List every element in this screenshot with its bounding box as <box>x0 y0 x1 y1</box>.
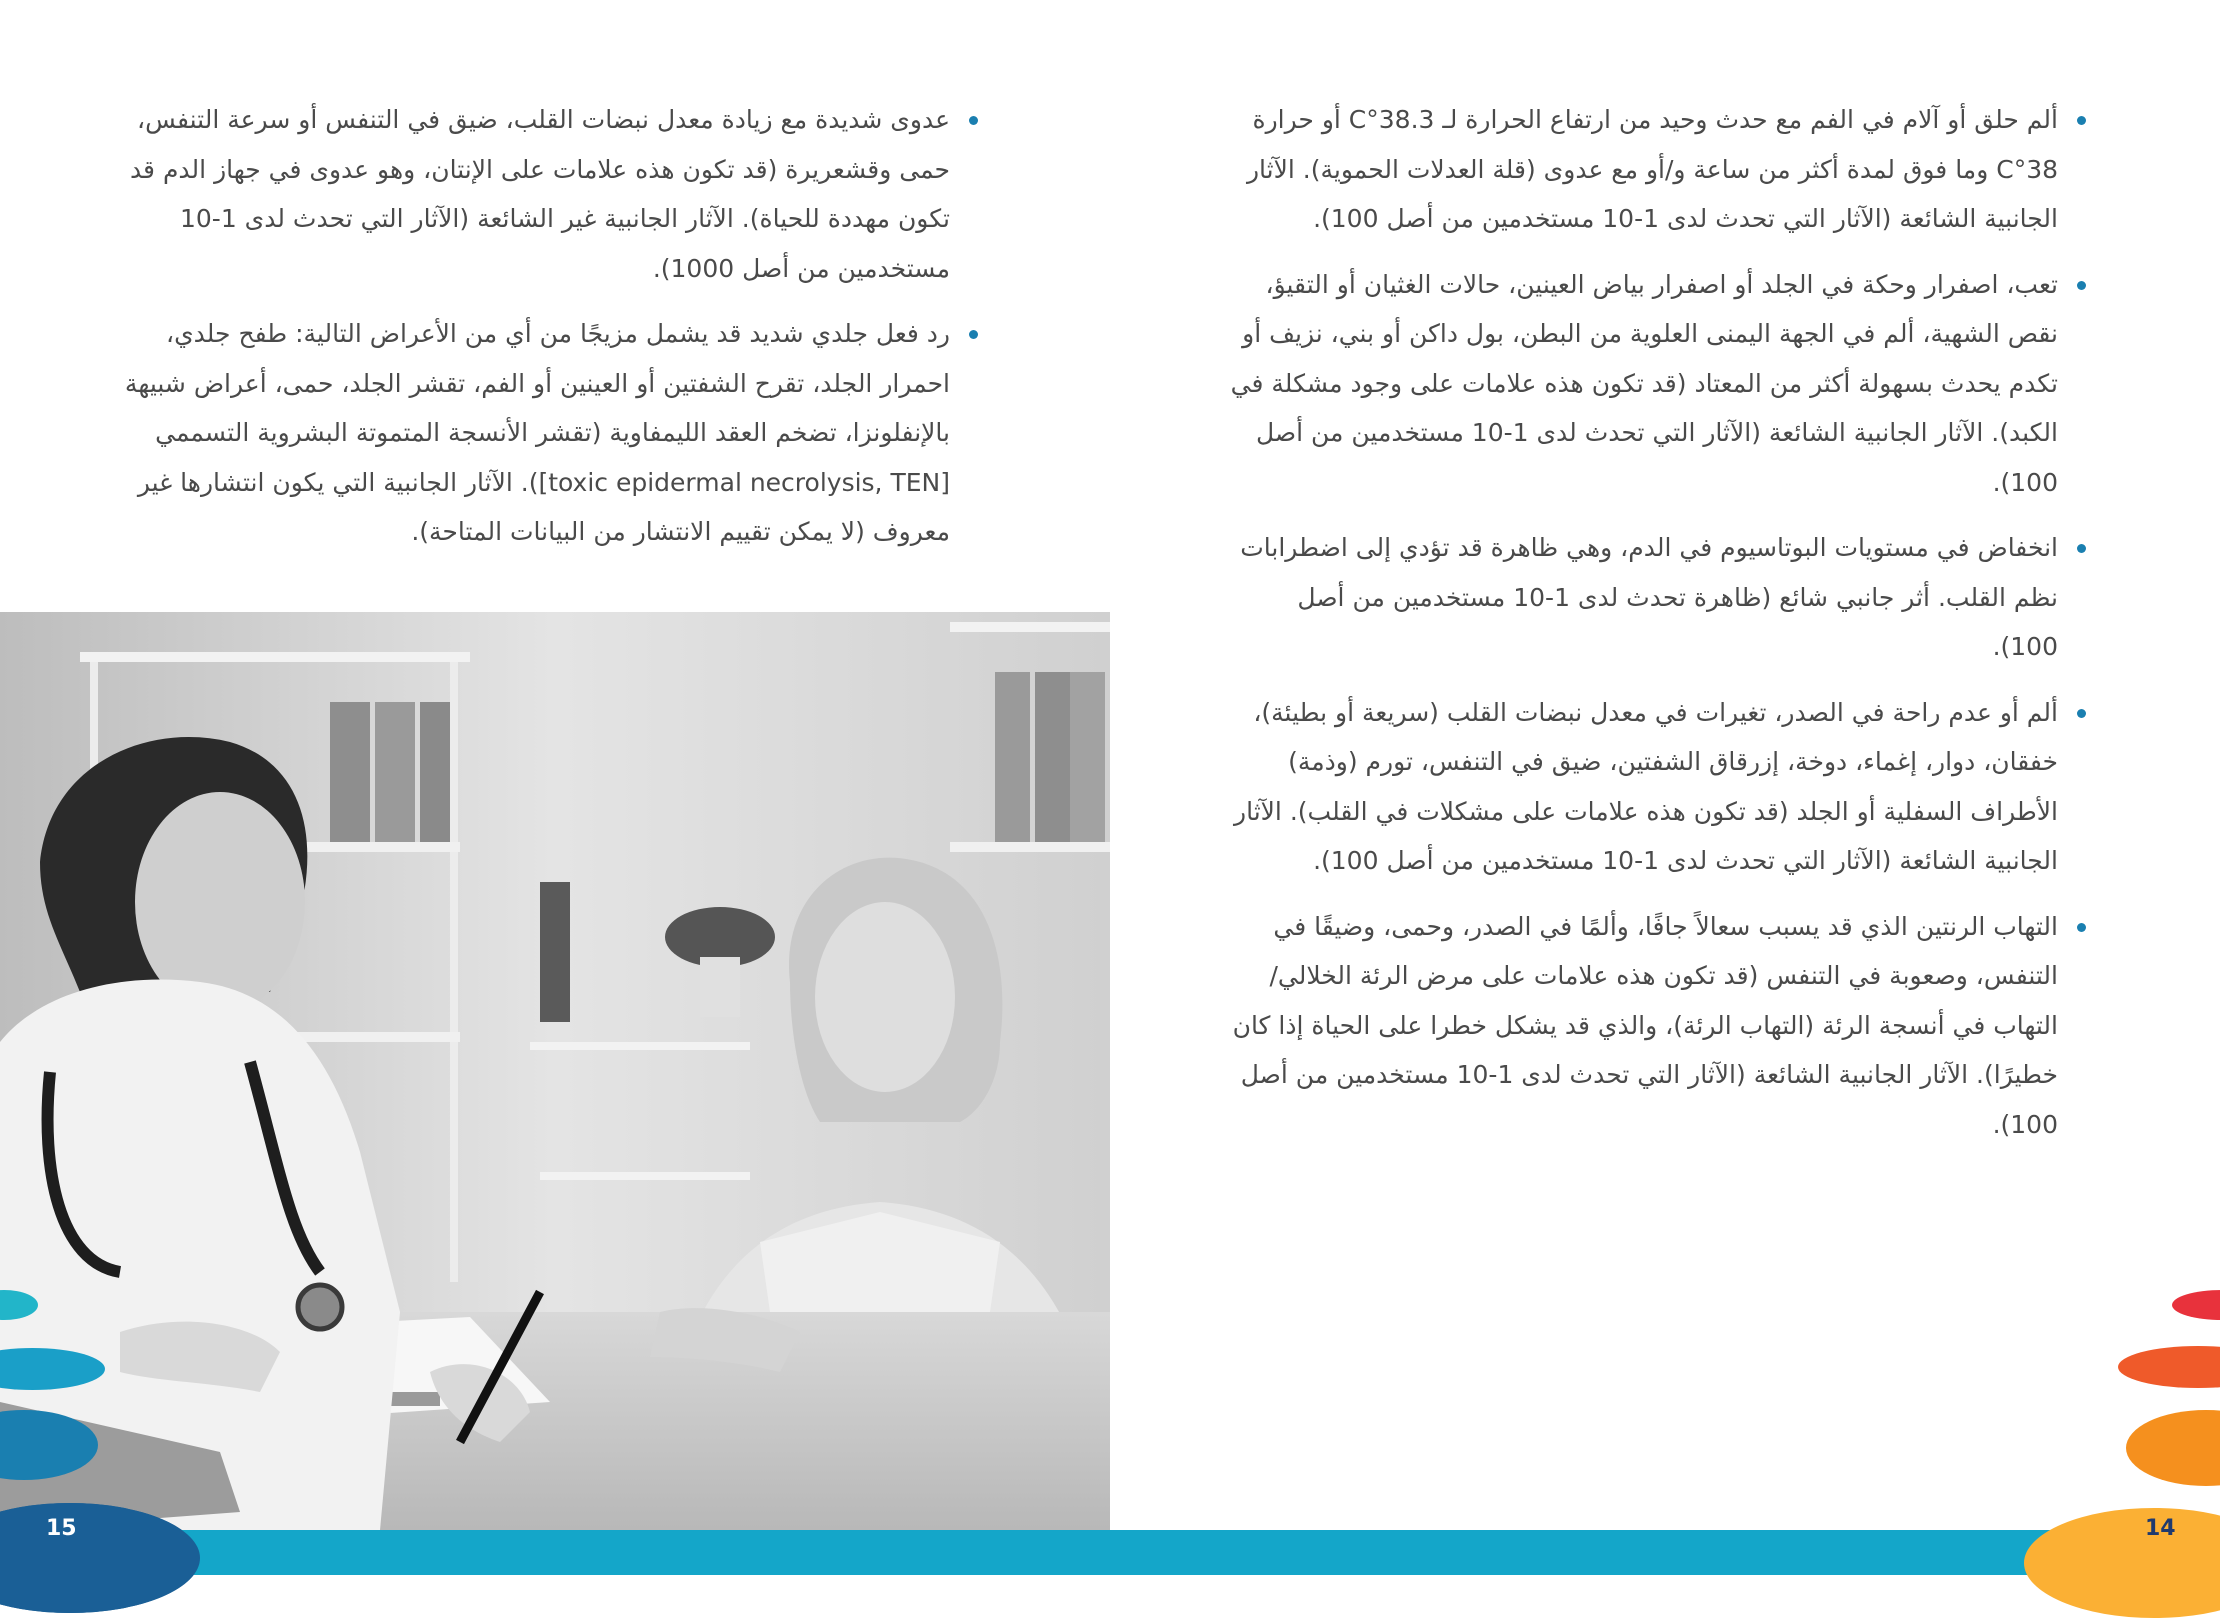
bullet-icon <box>2077 923 2086 932</box>
bullet-icon <box>2077 116 2086 125</box>
bullet-icon <box>969 116 978 125</box>
list-item-text: التهاب الرنتين الذي قد يسبب سعالاً جافًا، وألمًا في الصدر، وحمى، وضيقًا في التنفس، وصعوبة في التنفس (قد تكون هذه علامات على مرض الرئة الخلالي/ التهاب في أنسجة الرئة (التهاب الرئة)، والذي قد يشكل خطرا على الحياة إذا كان خطيرًا). الآثار الجانبية الشائعة (الآثار التي تحدث لدى 1-10 مستخدمين من أصل 100). <box>1232 911 2058 1139</box>
list-item <box>118 309 980 557</box>
list-item <box>1228 902 2088 1150</box>
photo-illustration <box>0 612 1110 1530</box>
page-number-right: 14 <box>2145 1516 2176 1541</box>
footer-bar <box>0 1530 2220 1575</box>
page-number-left: 15 <box>46 1516 77 1541</box>
list-item-text: تعب، اصفرار وحكة في الجلد أو اصفرار بياض العينين، حالات الغثيان أو التقيؤ، نقص الشهية، ألم في الجهة اليمنى العلوية من البطن، بول داكن أو بني، نزيف أو تكدم يحدث بسهولة أكثر من المعتاد (قد تكون هذه علامات على وجود مشكلة في الكبد). الآثار الجانبية الشائعة (الآثار التي تحدث لدى 1-10 مستخدمين من أصل 100). <box>1230 269 2058 497</box>
list-item-text: رد فعل جلدي شديد قد يشمل مزيجًا من أي من الأعراض التالية: طفح جلدي، احمرار الجلد، تقرح الشفتين أو العينين أو الفم، تقشر الجلد، حمى، أعراض شبيهة بالإنفلونزا، تضخم العقد الليمفاوية (تقشر الأنسجة المتموتة البشروية التسممي [toxic epidermal necrolysis, TEN]). الآثار الجانبية التي يكون انتشارها غير معروف (لا يمكن تقييم الانتشار من البيانات المتاحة). <box>124 319 950 546</box>
list-item-text: عدوى شديدة مع زيادة معدل نبضات القلب، ضيق في التنفس أو سرعة التنفس، حمى وقشعريرة (قد تكون هذه علامات على الإنتان، وهو عدوى في جهاز الدم قد تكون مهددة للحياة). الآثار الجانبية غير الشائعة (الآثار التي تحدث لدى 1-10 مستخدمين من أصل 1000). <box>129 105 950 283</box>
list-item <box>1228 523 2088 672</box>
decorative-circle <box>2172 1290 2220 1320</box>
bullet-icon <box>2077 709 2086 718</box>
doctor-patient-photo <box>0 612 1110 1530</box>
list-item-text: ألم أو عدم راحة في الصدر، تغيرات في معدل نبضات القلب (سريعة أو بطيئة)، خفقان، دوار، إغماء، دوخة، إزرقاق الشفتين، ضيق في التنفس، تورم (وذمة) الأطراف السفلية أو الجلد (قد تكون هذه علامات على مشكلات في القلب). الآثار الجانبية الشائعة (الآثار التي تحدث لدى 1-10 مستخدمين من أصل 100). <box>1234 697 2058 875</box>
list-item-text: ألم حلق أو آلام في الفم مع حدث وحيد من ارتفاع الحرارة لـ 38.3°C أو حرارة 38°C وما فوق لمدة أكثر من ساعة و/أو مع عدوى (قلة العدلات الحموية). الآثار الجانبية الشائعة (الآثار التي تحدث لدى 1-10 مستخدمين من أصل 100). <box>1246 105 2058 233</box>
page-14-text-column <box>1228 95 2088 1165</box>
bullet-icon <box>2077 544 2086 553</box>
decorative-circle <box>2024 1508 2220 1618</box>
bullet-icon <box>969 330 978 339</box>
bullet-icon <box>2077 281 2086 290</box>
decorative-circle <box>2118 1346 2220 1388</box>
decorative-circle <box>2126 1410 2220 1486</box>
list-item <box>1228 260 2088 508</box>
page-15-text-column <box>118 95 980 573</box>
list-item <box>1228 688 2088 886</box>
list-item-text: انخفاض في مستويات البوتاسيوم في الدم، وهي ظاهرة قد تؤدي إلى اضطرابات نظم القلب. أثر جانبي شائع (ظاهرة تحدث لدى 1-10 مستخدمين من أصل 100). <box>1240 533 2058 661</box>
side-effects-list-right <box>1228 95 2088 1149</box>
list-item <box>118 95 980 293</box>
list-item <box>1228 95 2088 244</box>
side-effects-list-left <box>118 95 980 557</box>
